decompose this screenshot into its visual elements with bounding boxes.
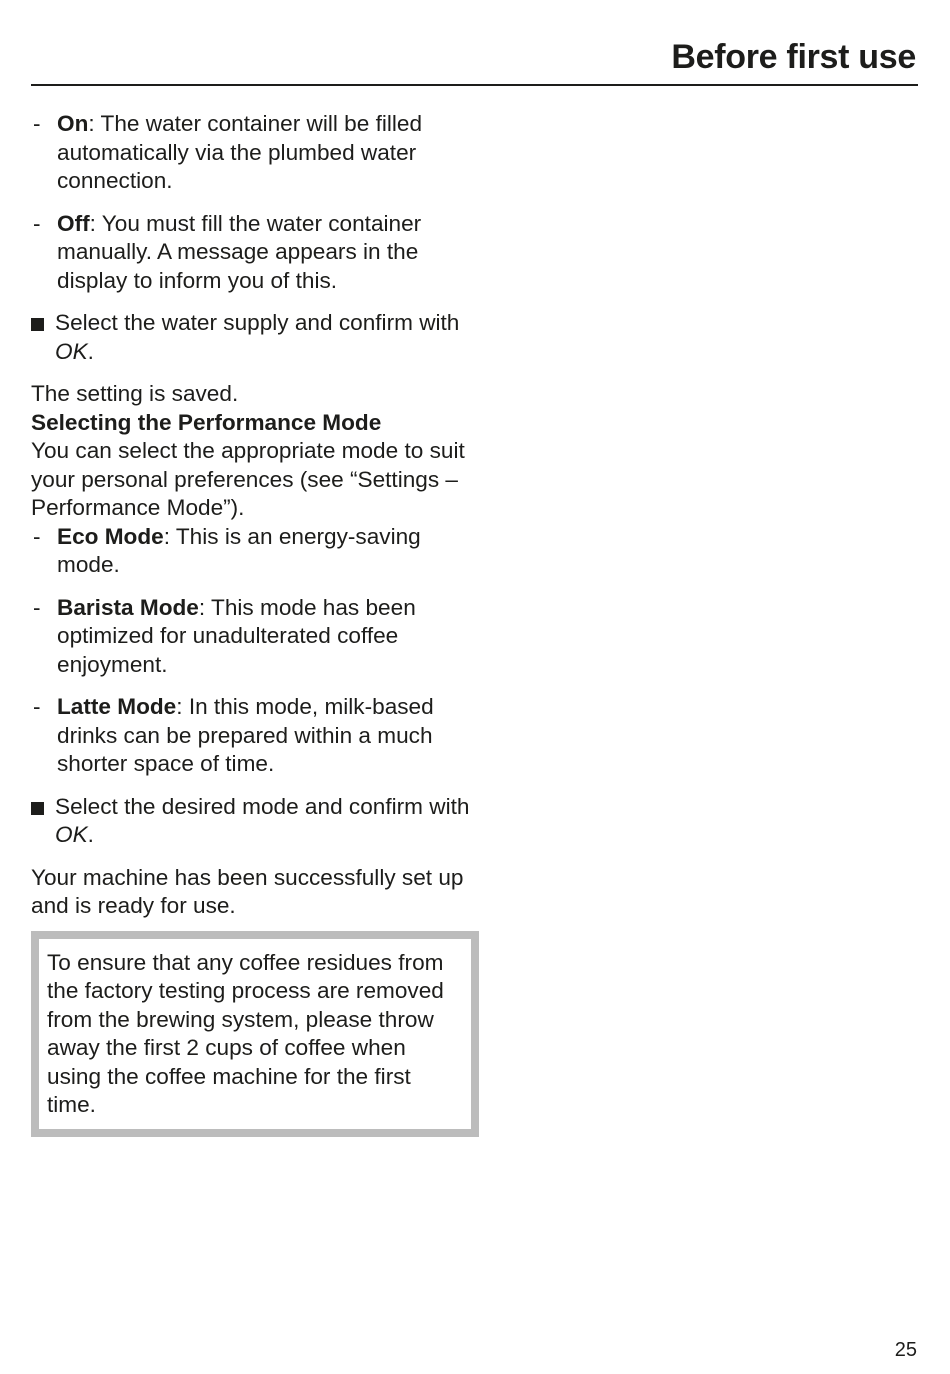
option-label: Eco Mode <box>57 523 164 549</box>
list-dash: - <box>33 694 41 719</box>
option-text <box>57 693 471 779</box>
option-label: Off <box>57 210 90 236</box>
option-text <box>57 594 471 680</box>
ok-button-ref: OK <box>55 338 88 364</box>
option-separator: : <box>176 694 189 719</box>
option-label: On <box>57 111 89 136</box>
mode-option-latte <box>31 693 471 779</box>
square-bullet-icon <box>31 318 44 331</box>
option-label: Barista Mode <box>57 594 199 620</box>
page-number: 25 <box>894 1339 917 1361</box>
option-separator: : <box>163 523 176 549</box>
option-description: In this mode, milk-based drinks can be prepared within a much shorter space of time. <box>57 694 434 776</box>
water-supply-result: The setting is saved. <box>31 381 239 406</box>
note-box <box>31 931 479 1137</box>
performance-mode-step <box>31 793 471 850</box>
step-suffix: . <box>87 338 94 364</box>
mode-option-eco <box>31 523 471 580</box>
mode-option-barista <box>31 594 471 680</box>
option-text <box>57 110 471 196</box>
option-label: Latte Mode <box>57 694 177 719</box>
setup-complete-text: Your machine has been successfully set up and is ready for use. <box>31 864 464 918</box>
water-supply-step <box>31 309 471 366</box>
step-text <box>55 309 471 366</box>
option-description: This is an energy-saving mode. <box>57 523 421 577</box>
ok-button-ref: OK <box>55 822 88 847</box>
header-divider <box>31 84 918 86</box>
performance-mode-intro: You can select the appropriate mode to suit your personal preferences (see “Settings – Performance Mode”). <box>31 438 465 520</box>
option-separator: : <box>198 594 212 620</box>
step-suffix: . <box>87 822 94 847</box>
option-separator: : <box>89 210 102 236</box>
main-text-column <box>31 110 471 1137</box>
option-description: The water container will be filled automatically via the plumbed water connection. <box>57 111 423 193</box>
section-heading: Selecting the Performance Mode <box>31 409 382 435</box>
list-dash: - <box>33 210 41 236</box>
page-header-title: Before first use <box>671 38 916 76</box>
water-supply-option-on <box>31 110 471 196</box>
step-prefix: Select the desired mode and confirm with <box>55 793 470 819</box>
list-dash: - <box>33 594 41 620</box>
option-description: You must fill the water container manually. A message appears in the display to inform you of this. <box>57 210 422 293</box>
step-text <box>55 793 471 850</box>
option-text <box>57 523 471 580</box>
note-text: To ensure that any coffee residues from the factory testing process are removed from the brewing system, please throw away the first 2 cups of coffee when using the coffee machine for the first time. <box>47 949 444 1117</box>
option-description: This mode has been optimized for unadulterated coffee enjoyment. <box>57 594 416 677</box>
square-bullet-icon <box>31 802 44 815</box>
option-separator: : <box>88 111 101 136</box>
list-dash: - <box>33 523 41 549</box>
step-prefix: Select the water supply and confirm with <box>55 310 460 335</box>
option-text <box>57 210 471 296</box>
water-supply-option-off <box>31 210 471 296</box>
list-dash: - <box>33 111 41 136</box>
